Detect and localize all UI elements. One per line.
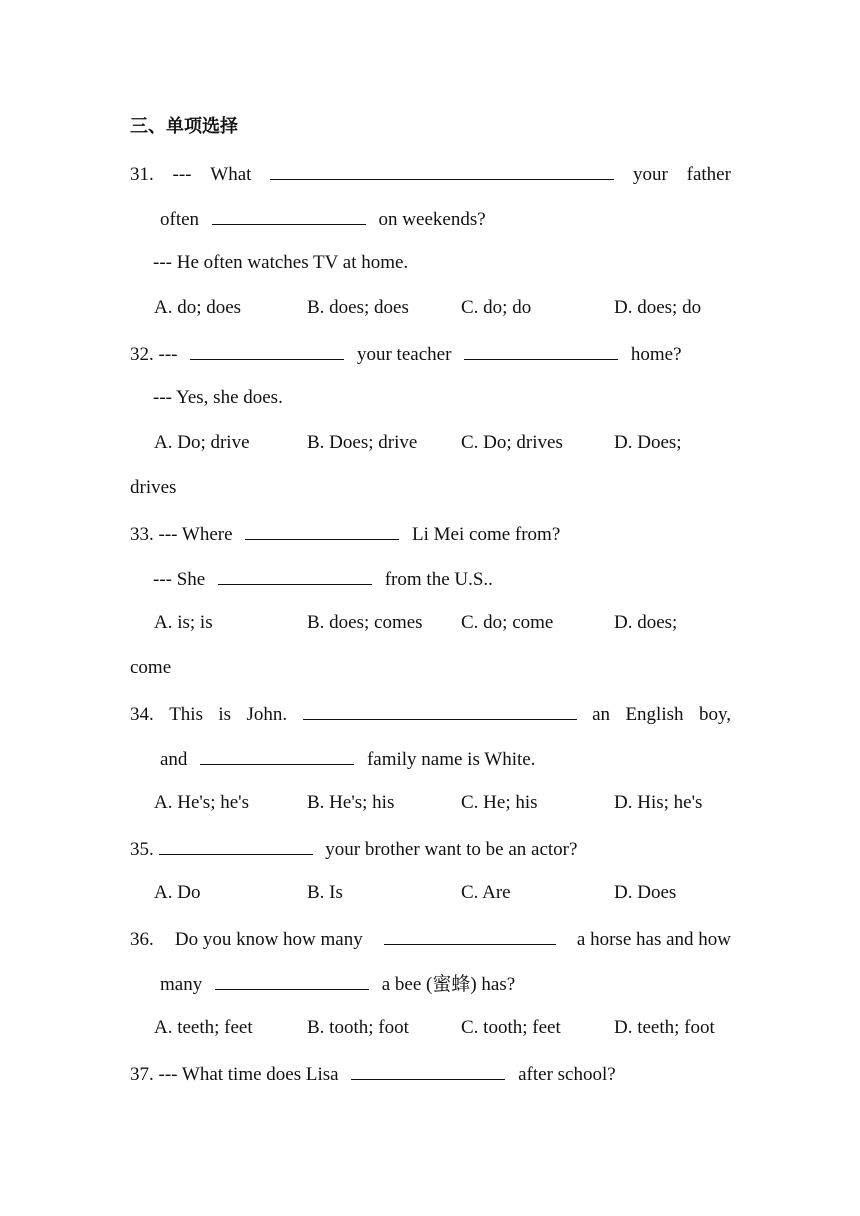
question-37-line1: 37. --- What time does Lisa after school? [130, 1061, 616, 1087]
question-number: 36. [130, 929, 154, 950]
option-b[interactable]: B. does; comes [307, 612, 423, 633]
question-31-line2: often on weekends? [160, 206, 486, 232]
option-b[interactable]: B. Does; drive [307, 432, 418, 453]
question-33-answer: --- She from the U.S.. [153, 566, 493, 592]
question-33-option-d-wrap: come [130, 657, 172, 678]
answer-blank[interactable] [190, 341, 344, 360]
option-a[interactable]: A. Do [154, 882, 201, 903]
option-c[interactable]: C. do; come [461, 612, 554, 633]
answer-blank[interactable] [303, 701, 577, 720]
option-d[interactable]: D. His; he's [614, 792, 703, 813]
answer-blank[interactable] [270, 161, 614, 180]
option-c[interactable]: C. tooth; feet [461, 1017, 561, 1038]
option-b[interactable]: B. Is [307, 882, 343, 903]
answer-blank[interactable] [245, 521, 399, 540]
question-32-option-d-wrap: drives [130, 477, 177, 498]
question-number: 35. [130, 839, 154, 860]
answer-blank[interactable] [384, 926, 556, 945]
question-32-answer: --- Yes, she does. [153, 387, 283, 408]
option-d[interactable]: D. does; do [614, 297, 702, 318]
question-36-line2: many a bee (蜜蜂) has? [160, 971, 515, 997]
option-b[interactable]: B. tooth; foot [307, 1017, 409, 1038]
question-number: 31. [130, 164, 154, 185]
option-b[interactable]: B. does; does [307, 297, 409, 318]
question-number: 34. [130, 704, 154, 725]
question-number: 33. [130, 524, 154, 545]
answer-blank[interactable] [200, 746, 354, 765]
answer-blank[interactable] [218, 566, 372, 585]
question-31-answer: --- He often watches TV at home. [153, 252, 409, 273]
answer-blank[interactable] [351, 1061, 505, 1080]
option-a[interactable]: A. Do; drive [154, 432, 250, 453]
section-title: 三、单项选择 [130, 116, 238, 137]
question-35-line1: 35. your brother want to be an actor? [130, 836, 577, 862]
option-c[interactable]: C. Are [461, 882, 511, 903]
question-33-line1: 33. --- Where Li Mei come from? [130, 521, 560, 547]
option-a[interactable]: A. He's; he's [154, 792, 249, 813]
question-36-line1: 36. Do you know how many a horse has and how [130, 926, 731, 952]
question-32-line1: 32. --- your teacher home? [130, 341, 682, 367]
option-d[interactable]: D. does; [614, 612, 678, 633]
option-c[interactable]: C. do; do [461, 297, 532, 318]
answer-blank[interactable] [464, 341, 618, 360]
question-number: 37. [130, 1064, 154, 1085]
question-31-line1: 31. --- What your father [130, 161, 731, 187]
question-34-line1: 34. This is John. an English boy, [130, 701, 731, 727]
answer-blank[interactable] [212, 206, 366, 225]
question-number: 32. [130, 344, 154, 365]
answer-blank[interactable] [159, 836, 313, 855]
option-a[interactable]: A. do; does [154, 297, 242, 318]
option-a[interactable]: A. is; is [154, 612, 213, 633]
answer-blank[interactable] [215, 971, 369, 990]
question-34-line2: and family name is White. [160, 746, 535, 772]
option-a[interactable]: A. teeth; feet [154, 1017, 253, 1038]
option-d[interactable]: D. Does; [614, 432, 682, 453]
option-d[interactable]: D. Does [614, 882, 677, 903]
option-c[interactable]: C. He; his [461, 792, 538, 813]
option-c[interactable]: C. Do; drives [461, 432, 563, 453]
option-b[interactable]: B. He's; his [307, 792, 395, 813]
option-d[interactable]: D. teeth; foot [614, 1017, 715, 1038]
